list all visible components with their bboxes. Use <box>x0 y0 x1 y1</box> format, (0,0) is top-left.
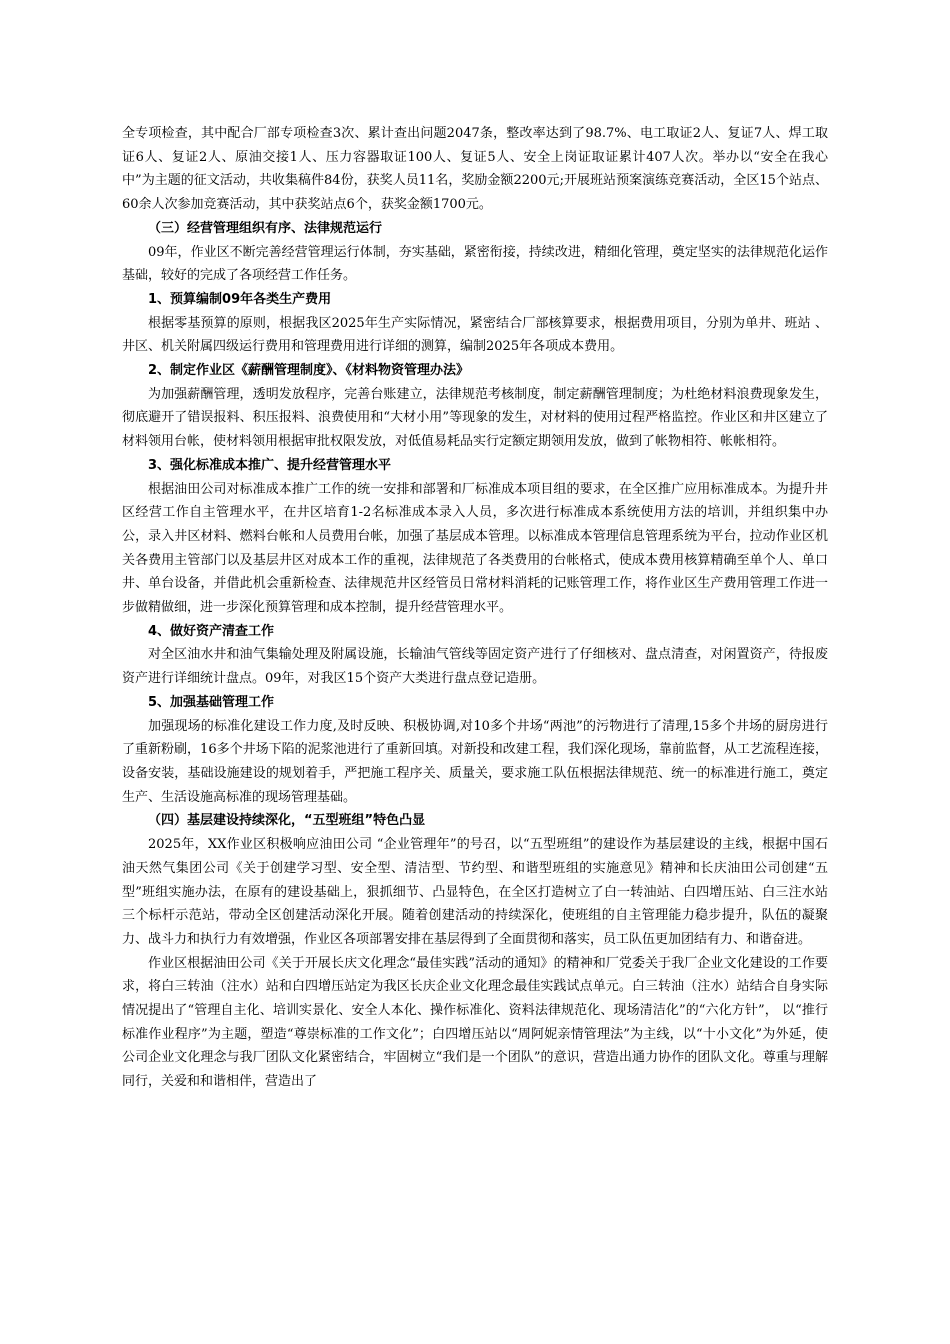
heading-basic-management: 5、加强基础管理工作 <box>148 694 275 710</box>
document-body <box>122 122 828 1094</box>
paragraph-corporate-culture: 作业区根据油田公司《关于开展长庆文化理念“最佳实践”活动的通知》的精神和厂党委关于我厂企业文化建设的工作要求，将白三转油（注水）站和白四增压站定为我区长庆企业文化理念最佳实践试点单元。白三转油（注水）站结合自身实际情况提出了“管理自主化、培训实景化、安全人本化、操作标准化、资料法律规范化、现场清洁化”的“六化方针”， 以“推行标准作业程序”为主题，塑造“尊崇标准的工作文化”；白四增压站以“周阿妮亲情管理法”为主线，以“十小文化”为外延，使公司企业文化理念与我厂团队文化紧密结合，牢固树立“我们是一个团队”的意识，营造出通力协作的团队文化。尊重与理解同行，关爱和和谐相伴，营造出了 <box>122 955 828 1090</box>
heading-section-3: （三）经营管理组织有序、法律规范运行 <box>148 220 383 236</box>
paragraph-asset-inventory: 对全区油水井和油气集输处理及附属设施，长输油气管线等固定资产进行了仔细核对、盘点清查，对闲置资产，待报废资产进行详细统计盘点。09年，对我区15个资产大类进行盘点登记造册。 <box>122 647 828 687</box>
paragraph-basic-management: 加强现场的标准化建设工作力度,及时反映、积极协调,对10多个井场“两池”的污物进行了清理,15多个井场的厨房进行了重新粉刷，16多个井场下陷的泥浆池进行了重新回填。对新投和改建工程，我们深化现场，靠前监督，从工艺流程连接，设备安装，基础设施建设的规划着手，严把施工程序关、质量关，要求施工队伍根据法律规范、统一的标准进行施工，奠定生产、生活设施高标准的现场管理基础。 <box>122 718 828 805</box>
paragraph-standard-cost: 根据油田公司对标准成本推广工作的统一安排和部署和厂标准成本项目组的要求，在全区推广应用标准成本。为提升井区经营工作自主管理水平，在井区培育1-2名标准成本录入人员，多次进行标准成本系统使用方法的培训，并组织集中办公，录入井区材料、燃料台帐和人员费用台帐，加强了基层成本管理。以标准成本管理信息管理系统为平台，拉动作业区机关各费用主管部门以及基层井区对成本工作的重视，法律规范了各类费用的台帐格式，使成本费用核算精确至单个人、单口井、单台设备，并借此机会重新检查、法律规范井区经管员日常材料消耗的记账管理工作，将作业区生产费用管理工作进一步做精做细，进一步深化预算管理和成本控制，提升经营管理水平。 <box>122 481 828 616</box>
paragraph-budget: 根据零基预算的原则，根据我区2025年生产实际情况，紧密结合厂部核算要求，根据费用项目，分别为单井、班站 、井区、机关附属四级运行费用和管理费用进行详细的测算，编制2025年各项成本费用。 <box>122 315 828 355</box>
paragraph-five-type-teams: 2025年，XX作业区积极响应油田公司 “企业管理年”的号召，以“五型班组”的建设作为基层建设的主线，根据中国石油天然气集团公司《关于创建学习型、安全型、清洁型、节约型、和谐型班组的实施意见》精神和长庆油田公司创建“五型”班组实施办法，在原有的建设基础上，狠抓细节、凸显特色，在全区打造树立了白一转油站、白四增压站、白三注水站三个标杆示范站，带动全区创建活动深化开展。随着创建活动的持续深化，使班组的自主管理能力稳步提升，队伍的凝聚力、战斗力和执行力有效增强，作业区各项部署安排在基层得到了全面贯彻和落实，员工队伍更加团结有力、和谐奋进。 <box>122 837 828 947</box>
heading-regulations: 2、制定作业区《薪酬管理制度》、《材料物资管理办法》 <box>148 363 470 379</box>
heading-standard-cost: 3、强化标准成本推广、提升经营管理水平 <box>148 457 392 473</box>
heading-section-4: （四）基层建设持续深化，“五型班组”特色凸显 <box>148 813 426 829</box>
paragraph-regulations: 为加强薪酬管理，透明发放程序，完善台账建立，法律规范考核制度，制定薪酬管理制度；为杜绝材料浪费现象发生，彻底避开了错误报料、积压报料、浪费使用和“大材小用”等现象的发生，对材料的使用过程严格监控。作业区和井区建立了材料领用台帐，使材料领用根据审批权限发放，对低值易耗品实行定额定期领用发放，做到了帐物相符、帐帐相符。 <box>122 386 828 450</box>
heading-budget: 1、预算编制09年各类生产费用 <box>148 291 332 307</box>
paragraph-safety-inspection: 全专项检查，其中配合厂部专项检查3次、累计查出问题2047条，整改率达到了98.7%、电工取证2人、复证7人、焊工取证6人、复证2人、原油交接1人、压力容器取证100人、复证5人、安全上岗证取证累计407人次。举办以“安全在我心中”为主题的征文活动，共收集稿件84份，获奖人员11名，奖励金额2200元;开展班站预案演练竞赛活动，全区15个站点、60余人次参加竞赛活动，其中获奖站点6个，获奖金额1700元。 <box>122 126 828 213</box>
paragraph-operation-management: 09年，作业区不断完善经营管理运行体制，夯实基础，紧密衔接，持续改进，精细化管理，奠定坚实的法律规范化运作基础，较好的完成了各项经营工作任务。 <box>122 244 828 284</box>
heading-asset-inventory: 4、做好资产清查工作 <box>148 623 275 639</box>
